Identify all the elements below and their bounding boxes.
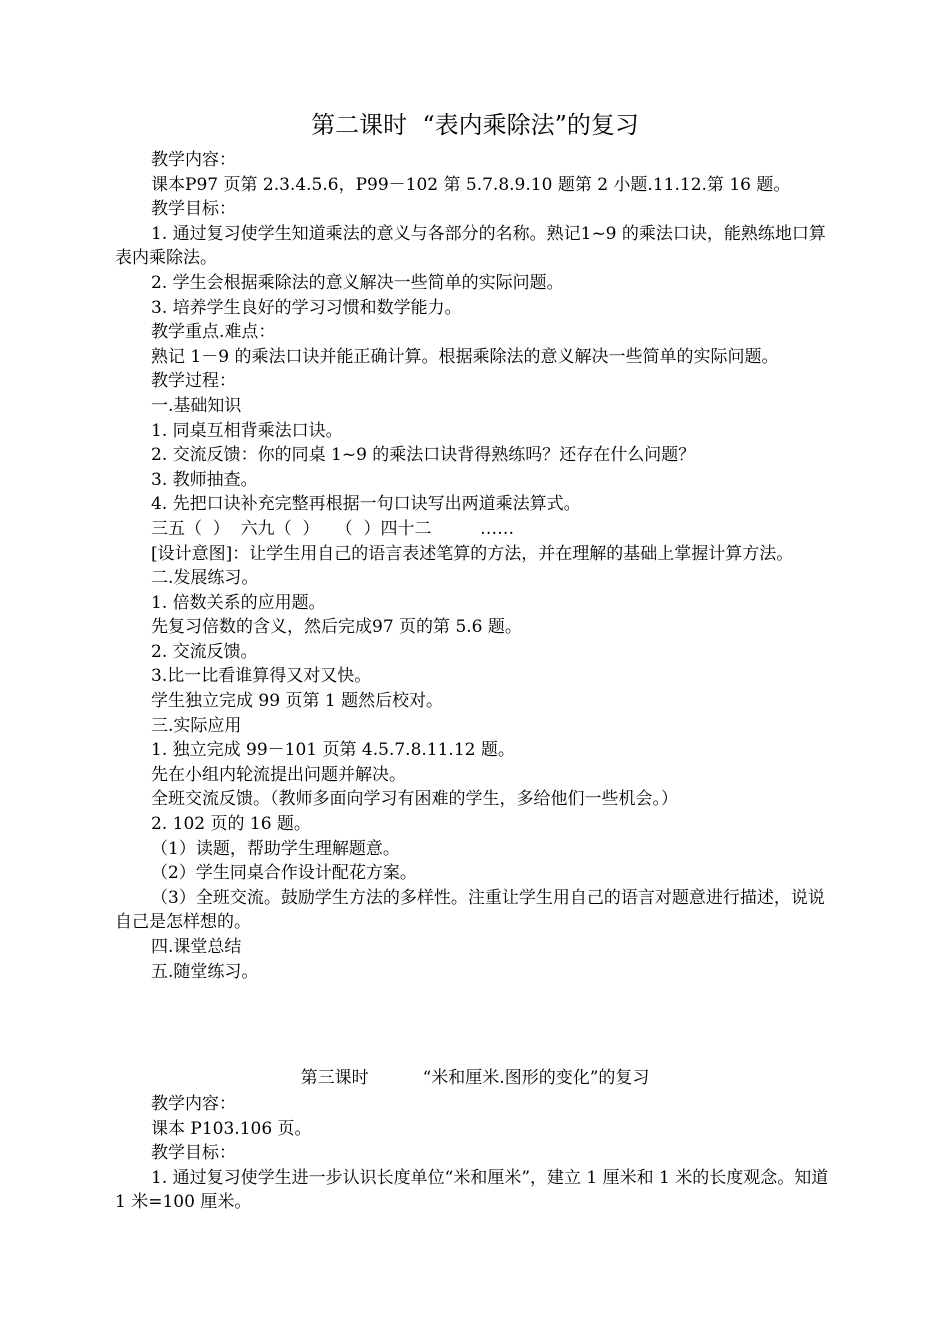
paragraph: 1. 同桌互相背乘法口诀。 (151, 420, 343, 441)
paragraph: 先在小组内轮流提出问题并解决。 (151, 764, 406, 785)
lesson-body-3 (115, 1092, 835, 1215)
paragraph: 三.实际应用 (151, 715, 242, 736)
paragraph: 五.随堂练习。 (151, 961, 259, 982)
paragraph: 先复习倍数的含义，然后完成97 页的第 5.6 题。 (151, 617, 522, 638)
paragraph: 课本 P103.106 页。 (151, 1118, 312, 1139)
paragraph: 4. 先把口诀补充完整再根据一句口诀写出两道乘法算式。 (151, 494, 581, 515)
paragraph: 3. 培养学生良好的学习习惯和数学能力。 (151, 297, 462, 318)
paragraph: 2. 102 页的 16 题。 (151, 814, 311, 835)
lesson-title: 第二课时 “表内乘除法”的复习 (311, 111, 639, 139)
paragraph: （2）学生同桌合作设计配花方案。 (151, 863, 417, 884)
paragraph: 2. 交流反馈：你的同桌 1~9 的乘法口诀背得熟练吗？还存在什么问题？ (151, 445, 696, 466)
paragraph: 四.课堂总结 (151, 937, 242, 957)
paragraph: 2. 学生会根据乘除法的意义解决一些简单的实际问题。 (151, 272, 564, 293)
paragraph: 三五（ ） 六九（ ） （ ）四十二 …… (151, 518, 515, 539)
paragraph: 教学目标： (151, 199, 236, 220)
paragraph: 3.比一比看谁算得又对又快。 (151, 666, 372, 687)
paragraph: 二.发展练习。 (151, 568, 259, 589)
paragraph: 熟记 1－9 的乘法口诀并能正确计算。根据乘除法的意义解决一些简单的实际问题。 (151, 346, 779, 367)
lesson-title-3: 第三课时 “米和厘米.图形的变化”的复习 (300, 1068, 650, 1088)
paragraph: 教学内容： (151, 1094, 236, 1114)
paragraph: [设计意图]：让学生用自己的语言表述笔算的方法，并在理解的基础上掌握计算方法。 (151, 543, 794, 564)
paragraph: 教学过程： (151, 371, 236, 392)
paragraph: 教学内容： (151, 150, 236, 170)
paragraph: 一.基础知识 (151, 395, 242, 416)
paragraph: 1. 通过复习使学生知道乘法的意义与各部分的名称。熟记1~9 的乘法口诀，能熟练地口算表内乘除法。 (115, 223, 826, 269)
paragraph: （3）全班交流。鼓励学生方法的多样性。注重让学生用自己的语言对题意进行描述，说说自己是怎样想的。 (115, 887, 825, 933)
paragraph: 1. 通过复习使学生进一步认识长度单位“米和厘米”，建立 1 厘米和 1 米的长度观念。知道 1 米=100 厘米。 (115, 1167, 834, 1213)
paragraph: 教学重点.难点： (151, 322, 276, 343)
paragraph: 1. 倍数关系的应用题。 (151, 592, 326, 613)
paragraph: 全班交流反馈。（教师多面向学习有困难的学生，多给他们一些机会。） (151, 789, 678, 810)
paragraph: 3. 教师抽查。 (151, 469, 258, 490)
paragraph: 教学目标： (151, 1143, 236, 1164)
paragraph: 学生独立完成 99 页第 1 题然后校对。 (151, 691, 444, 712)
paragraph: 1. 独立完成 99－101 页第 4.5.7.8.11.12 题。 (151, 740, 515, 761)
paragraph: 2. 交流反馈。 (151, 641, 258, 662)
lesson-body (115, 148, 835, 984)
paragraph: （1）读题，帮助学生理解题意。 (151, 838, 400, 859)
paragraph: 课本P97 页第 2.3.4.5.6，P99－102 第 5.7.8.9.10 题第 2 小题.11.12.第 16 题。 (151, 174, 791, 195)
